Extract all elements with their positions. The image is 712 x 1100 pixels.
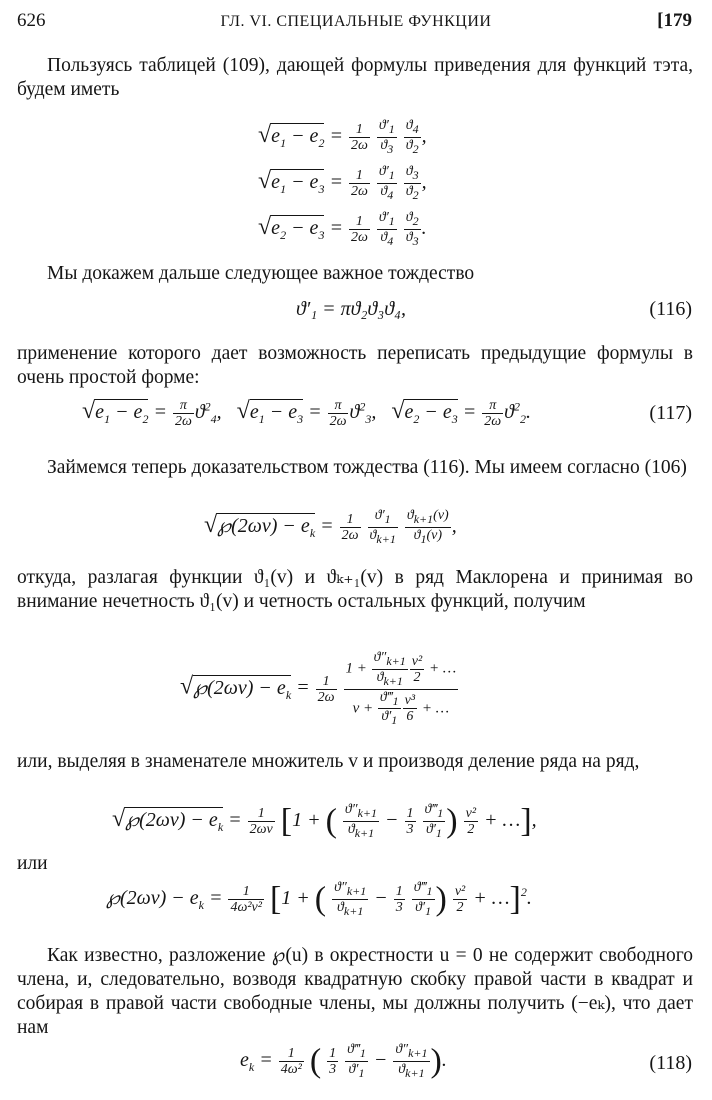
equation-118: $e_k$ = $\frac{1}{\text{4ω²}}$ ( $\frac{1}{3}$ $\frac{ϑ‴_1}{ϑ'_1}$ − $\frac{ϑ''_{k+1}}{ϑ_{k+1}}$ ). xyxy=(240,1042,447,1080)
equation-squared: ℘(2ωv) − $e_k$ = $\frac{1}{\text{4ω²v²}}$ [1 + ( $\frac{ϑ''_{k+1}}{ϑ_{k+1}}$ − $\frac{1}{3}$ $\frac{ϑ‴_1}{ϑ'_1}$ ) $\frac{\text{v²}}{2}$ + …]$^2$. xyxy=(106,880,532,918)
equation-maclaurin: √℘(2ωv) − $e_k$ = $\frac{1}{2\omega}$ 1 + $\frac{ϑ''_{k+1}}{ϑ_{k+1}}$ $\frac{\text{v²}}{2}$ + … v + $\frac{ϑ‴_1}{ϑ'_1}$ $\frac{\text{v³}}{6}$ + … xyxy=(180,650,457,728)
paragraph-6: или, выделяя в знаменателе множитель v и производя деление ряда на ряд, xyxy=(17,751,640,772)
paragraph-2: Мы докажем дальше следующее важное тождество xyxy=(47,263,475,284)
running-title: ГЛ. VI. СПЕЦИАЛЬНЫЕ ФУНКЦИИ xyxy=(220,13,492,30)
equation-e1-e2: $√e_1 - e_2$ = $\frac{1}{2\omega}$ $\frac{ϑ'_1}{ϑ_3}$ $\frac{ϑ_4}{ϑ_2}$ , xyxy=(258,118,427,156)
equation-116: ϑ′₁ = πϑ₂ϑ₃ϑ₄, xyxy=(296,298,406,320)
equation-106-form: √℘(2ωv) − $e_k$ = $\frac{1}{2\omega}$ $\frac{ϑ'_1}{ϑ_{k+1}}$ $\frac{ϑ_{k+1}(v)}{ϑ_1(v)}$ , xyxy=(204,508,457,546)
paragraph-7: или xyxy=(17,853,48,874)
paragraph-8: Как известно, разложение ℘(u) в окрестности u = 0 не содержит свободного члена, и, следовательно, возводя квадратную скобку правой части в квадрат и собирая в правой части свободные члены, мы должны получить (−eₖ), что дает нам xyxy=(17,945,693,1038)
equation-e1-e3: $√e_1 - e_3$ = $\frac{1}{2\omega}$ $\frac{ϑ'_1}{ϑ_4}$ $\frac{ϑ_3}{ϑ_2}$ , xyxy=(258,164,427,202)
paragraph-1: Пользуясь таблицей (109), дающей формулы приведения для функций тэта, будем иметь xyxy=(17,55,693,100)
equation-117: $√e_1 - e_2$ = $\frac{\pi}{2\omega}$ $ϑ^2_4$, $√e_1 - e_3$ = $\frac{\pi}{2\omega}$ $ϑ^2_3$, $√e_2 - e_3$ = $\frac{\pi}{2\omega}$ $ϑ^2_2$. xyxy=(82,398,531,429)
equation-tag-116: (116) xyxy=(649,298,692,320)
equation-e2-e3: $√e_2 - e_3$ = $\frac{1}{2\omega}$ $\frac{ϑ'_1}{ϑ_4}$ $\frac{ϑ_2}{ϑ_3}$ . xyxy=(258,210,427,248)
equation-division: √℘(2ωv) − $e_k$ = $\frac{1}{2\omega v}$ [1 + ( $\frac{ϑ''_{k+1}}{ϑ_{k+1}}$ − $\frac{1}{3}$ $\frac{ϑ‴_1}{ϑ'_1}$ ) $\frac{\text{v²}}{2}$ + …], xyxy=(112,802,537,840)
page-number: 626 xyxy=(17,10,46,31)
equation-tag-118: (118) xyxy=(649,1052,692,1074)
paragraph-5: откуда, разлагая функции ϑ₁(v) и ϑₖ₊₁(v) в ряд Маклорена и принимая во внимание нечетность ϑ₁(v) и четность остальных функций, получим xyxy=(17,567,693,612)
paragraph-4: Займемся теперь доказательством тождества (116). Мы имеем согласно (106) xyxy=(47,457,687,478)
equation-tag-117: (117) xyxy=(649,402,692,424)
paragraph-3: применение которого дает возможность переписать предыдущие формулы в очень простой форме: xyxy=(17,343,693,388)
section-number: [179 xyxy=(657,10,692,31)
